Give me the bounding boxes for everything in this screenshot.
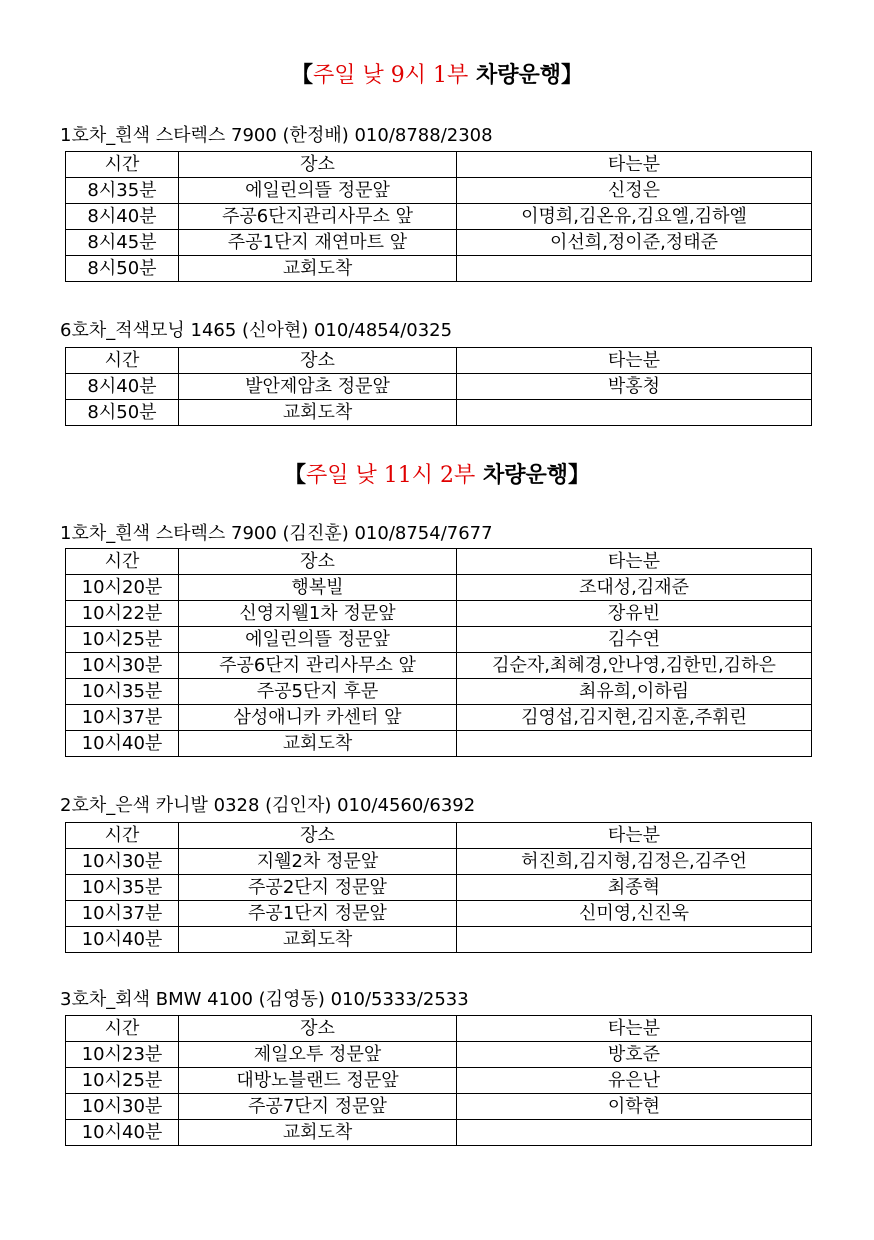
cell-time: 10시35분 — [66, 679, 179, 705]
cell-place: 주공1단지 정문앞 — [179, 901, 457, 927]
cell-riders: 이학현 — [457, 1094, 812, 1120]
title-close-bracket: 】 — [560, 63, 583, 88]
section-title-1 — [0, 58, 874, 89]
cell-time: 10시40분 — [66, 927, 179, 953]
cell-riders: 유은난 — [457, 1068, 812, 1094]
table-row — [66, 256, 812, 282]
section-title-2 — [0, 458, 874, 489]
cell-riders: 이선희,정이준,정태준 — [457, 230, 812, 256]
cell-time: 10시25분 — [66, 627, 179, 653]
car-heading: 2호차_은색 카니발 0328 (김인자) 010/4560/6392 — [60, 795, 476, 816]
header-time: 시간 — [66, 1016, 179, 1042]
cell-time: 10시25분 — [66, 1068, 179, 1094]
cell-place: 주공6단지관리사무소 앞 — [179, 204, 457, 230]
table-header-row — [66, 348, 812, 374]
cell-place: 교회도착 — [179, 927, 457, 953]
header-place: 장소 — [179, 549, 457, 575]
cell-place: 주공1단지 재연마트 앞 — [179, 230, 457, 256]
table-row — [66, 653, 812, 679]
cell-time: 8시50분 — [66, 256, 179, 282]
schedule-table — [65, 1015, 812, 1146]
cell-place: 주공2단지 정문앞 — [179, 875, 457, 901]
cell-riders: 허진희,김지형,김정은,김주언 — [457, 849, 812, 875]
header-riders: 타는분 — [457, 823, 812, 849]
header-riders: 타는분 — [457, 1016, 812, 1042]
table-row — [66, 575, 812, 601]
table-row — [66, 705, 812, 731]
title-label: 차량운행 — [475, 63, 561, 88]
cell-place: 지웰2차 정문앞 — [179, 849, 457, 875]
cell-place: 주공5단지 후문 — [179, 679, 457, 705]
table-row — [66, 374, 812, 400]
header-riders: 타는분 — [457, 348, 812, 374]
header-place: 장소 — [179, 152, 457, 178]
cell-riders: 신정은 — [457, 178, 812, 204]
cell-place: 신영지웰1차 정문앞 — [179, 601, 457, 627]
header-time: 시간 — [66, 549, 179, 575]
table-row — [66, 601, 812, 627]
cell-riders — [457, 256, 812, 282]
table-header-row — [66, 1016, 812, 1042]
cell-time: 8시40분 — [66, 374, 179, 400]
cell-riders: 최종혁 — [457, 875, 812, 901]
schedule-table — [65, 347, 812, 426]
table-row — [66, 627, 812, 653]
title-label: 차량운행 — [482, 463, 568, 488]
title-service-time: 주일 낮 11시 2부 — [306, 463, 476, 488]
schedule-table — [65, 151, 812, 282]
table-row — [66, 1068, 812, 1094]
cell-riders: 김순자,최혜경,안나영,김한민,김하은 — [457, 653, 812, 679]
cell-riders: 이명희,김온유,김요엘,김하엘 — [457, 204, 812, 230]
cell-place: 교회도착 — [179, 731, 457, 757]
cell-riders: 장유빈 — [457, 601, 812, 627]
header-place: 장소 — [179, 348, 457, 374]
cell-place: 교회도착 — [179, 256, 457, 282]
cell-time: 10시40분 — [66, 731, 179, 757]
header-time: 시간 — [66, 348, 179, 374]
cell-riders — [457, 731, 812, 757]
cell-time: 10시35분 — [66, 875, 179, 901]
cell-riders — [457, 927, 812, 953]
cell-time: 10시20분 — [66, 575, 179, 601]
cell-time: 10시22분 — [66, 601, 179, 627]
table-row — [66, 927, 812, 953]
car-heading: 1호차_흰색 스타렉스 7900 (김진훈) 010/8754/7677 — [60, 523, 493, 544]
cell-time: 10시30분 — [66, 849, 179, 875]
cell-riders: 김수연 — [457, 627, 812, 653]
table-row — [66, 875, 812, 901]
schedule-table — [65, 548, 812, 757]
cell-place: 주공7단지 정문앞 — [179, 1094, 457, 1120]
table-row — [66, 204, 812, 230]
cell-place: 주공6단지 관리사무소 앞 — [179, 653, 457, 679]
cell-place: 에일린의뜰 정문앞 — [179, 178, 457, 204]
cell-time: 8시40분 — [66, 204, 179, 230]
cell-time: 10시37분 — [66, 705, 179, 731]
cell-place: 교회도착 — [179, 1120, 457, 1146]
cell-time: 10시30분 — [66, 1094, 179, 1120]
table-row — [66, 230, 812, 256]
table-row — [66, 1094, 812, 1120]
header-time: 시간 — [66, 152, 179, 178]
cell-time: 8시35분 — [66, 178, 179, 204]
cell-place: 에일린의뜰 정문앞 — [179, 627, 457, 653]
table-row — [66, 1120, 812, 1146]
cell-riders: 신미영,신진욱 — [457, 901, 812, 927]
table-row — [66, 679, 812, 705]
title-close-bracket: 】 — [567, 463, 590, 488]
cell-place: 대방노블랜드 정문앞 — [179, 1068, 457, 1094]
table-header-row — [66, 152, 812, 178]
table-row — [66, 1042, 812, 1068]
title-open-bracket: 【 — [291, 63, 314, 88]
cell-time: 10시30분 — [66, 653, 179, 679]
car-heading: 3호차_회색 BMW 4100 (김영동) 010/5333/2533 — [60, 989, 469, 1010]
cell-riders: 박홍청 — [457, 374, 812, 400]
cell-riders — [457, 1120, 812, 1146]
title-service-time: 주일 낮 9시 1부 — [313, 63, 469, 88]
header-riders: 타는분 — [457, 549, 812, 575]
cell-riders: 김영섭,김지현,김지훈,주휘린 — [457, 705, 812, 731]
header-time: 시간 — [66, 823, 179, 849]
cell-time: 10시23분 — [66, 1042, 179, 1068]
cell-time: 8시50분 — [66, 400, 179, 426]
cell-place: 삼성애니카 카센터 앞 — [179, 705, 457, 731]
cell-riders — [457, 400, 812, 426]
table-row — [66, 901, 812, 927]
cell-riders: 최유희,이하림 — [457, 679, 812, 705]
table-header-row — [66, 823, 812, 849]
car-heading: 6호차_적색모닝 1465 (신아현) 010/4854/0325 — [60, 320, 453, 341]
table-header-row — [66, 549, 812, 575]
schedule-table — [65, 822, 812, 953]
cell-riders: 방호준 — [457, 1042, 812, 1068]
cell-place: 발안제암초 정문앞 — [179, 374, 457, 400]
table-row — [66, 178, 812, 204]
table-row — [66, 731, 812, 757]
table-row — [66, 849, 812, 875]
title-open-bracket: 【 — [284, 463, 307, 488]
cell-place: 제일오투 정문앞 — [179, 1042, 457, 1068]
header-place: 장소 — [179, 823, 457, 849]
table-row — [66, 400, 812, 426]
cell-time: 8시45분 — [66, 230, 179, 256]
cell-riders: 조대성,김재준 — [457, 575, 812, 601]
cell-place: 행복빌 — [179, 575, 457, 601]
car-heading: 1호차_흰색 스타렉스 7900 (한정배) 010/8788/2308 — [60, 125, 493, 146]
header-place: 장소 — [179, 1016, 457, 1042]
cell-time: 10시40분 — [66, 1120, 179, 1146]
header-riders: 타는분 — [457, 152, 812, 178]
cell-place: 교회도착 — [179, 400, 457, 426]
cell-time: 10시37분 — [66, 901, 179, 927]
